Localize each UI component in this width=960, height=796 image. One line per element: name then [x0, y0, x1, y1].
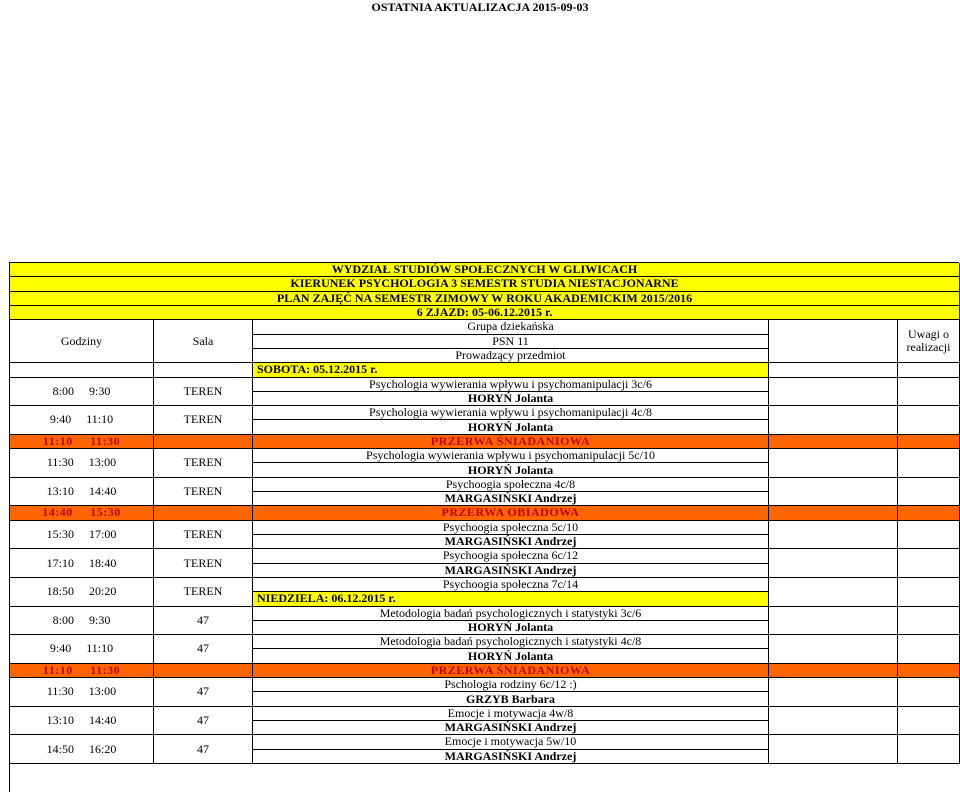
break-time: 11:10 11:30: [10, 664, 154, 678]
class-time: 9:40 11:10: [10, 406, 154, 435]
class-empty: [769, 635, 898, 664]
class-empty: [769, 378, 898, 407]
class-subject: Psychologia wywierania wpływu i psychomanipulacji 4c/8: [253, 406, 769, 420]
teacher-subject-label: Prowadzący przedmiot: [253, 349, 769, 363]
day-row-spacer: [154, 592, 253, 606]
class-time: 13:10 14:40: [10, 478, 154, 507]
group-name: PSN 11: [253, 335, 769, 349]
class-teacher: MARGASIŃSKI Andrzej: [253, 750, 769, 764]
day-row-spacer: [898, 592, 960, 606]
day-row-spacer: [154, 363, 253, 377]
class-room: TEREN: [154, 378, 253, 407]
class-notes: [898, 549, 960, 578]
class-subject: Psychoogia społeczna 6c/12: [253, 549, 769, 563]
class-subject: Psychoogia społeczna 4c/8: [253, 478, 769, 492]
class-empty: [769, 678, 898, 707]
day-row-spacer: [10, 592, 154, 606]
break-label: PRZERWA ŚNIADANIOWA: [253, 435, 769, 449]
class-notes: [898, 735, 960, 764]
class-room: TEREN: [154, 449, 253, 478]
class-subject: Pschologia rodziny 6c/12 :): [253, 678, 769, 692]
header-session: 6 ZJAZD: 05-06.12.2015 r.: [10, 306, 960, 320]
class-notes: [898, 635, 960, 664]
day-row-spacer: [898, 363, 960, 377]
column-header-room: Sala: [154, 320, 253, 363]
header-faculty: WYDZIAŁ STUDIÓW SPOŁECZNYCH W GLIWICACH: [10, 263, 960, 277]
class-subject: Metodologia badań psychologicznych i statystyki 4c/8: [253, 635, 769, 649]
class-time: 17:10 18:40: [10, 549, 154, 578]
saturday-label: SOBOTA: 05.12.2015 r.: [253, 363, 769, 377]
break-time: 11:10 11:30: [10, 435, 154, 449]
class-teacher: HORYŃ Jolanta: [253, 621, 769, 635]
class-teacher: MARGASIŃSKI Andrzej: [253, 721, 769, 735]
class-notes: [898, 707, 960, 736]
break-spacer: [769, 435, 898, 449]
class-subject: Psychoogia społeczna 5c/10: [253, 521, 769, 535]
class-notes: [898, 449, 960, 478]
schedule-table: [9, 262, 959, 792]
class-empty: [769, 478, 898, 507]
day-row-spacer: [769, 363, 898, 377]
break-spacer: [769, 664, 898, 678]
class-notes: [898, 678, 960, 707]
class-subject: Emocje i motywacja 4w/8: [253, 707, 769, 721]
class-time: 11:30 13:00: [10, 449, 154, 478]
break-notes: [898, 435, 960, 449]
class-time: 9:40 11:10: [10, 635, 154, 664]
class-time: 15:30 17:00: [10, 521, 154, 550]
class-empty: [769, 449, 898, 478]
break-label: PRZERWA ŚNIADANIOWA: [253, 664, 769, 678]
class-empty: [769, 707, 898, 736]
class-room: TEREN: [154, 521, 253, 550]
class-teacher: HORYŃ Jolanta: [253, 463, 769, 477]
class-notes: [898, 378, 960, 407]
break-room: [154, 435, 253, 449]
class-time: 14:50 16:20: [10, 735, 154, 764]
class-room: TEREN: [154, 578, 253, 607]
class-teacher: GRZYB Barbara: [253, 692, 769, 706]
class-notes: [898, 406, 960, 435]
break-notes: [898, 506, 960, 520]
class-teacher: HORYŃ Jolanta: [253, 649, 769, 663]
class-subject: Metodologia badań psychologicznych i statystyki 3c/6: [253, 607, 769, 621]
class-notes: [898, 521, 960, 550]
break-time: 14:40 15:30: [10, 506, 154, 520]
class-subject: Emocje i motywacja 5w/10: [253, 735, 769, 749]
break-spacer: [769, 506, 898, 520]
class-time: 8:00 9:30: [10, 378, 154, 407]
day-row-spacer: [10, 363, 154, 377]
column-header-hours: Godziny: [10, 320, 154, 363]
class-notes: [898, 607, 960, 636]
class-room: 47: [154, 678, 253, 707]
column-header-notes: Uwagi o realizacji: [898, 320, 960, 363]
class-empty: [769, 735, 898, 764]
class-room: TEREN: [154, 406, 253, 435]
class-time: 11:30 13:00: [10, 678, 154, 707]
class-room: 47: [154, 635, 253, 664]
sunday-label: NIEDZIELA: 06.12.2015 r.: [253, 592, 769, 606]
class-time: 13:10 14:40: [10, 707, 154, 736]
class-time: 8:00 9:30: [10, 607, 154, 636]
day-row-spacer: [769, 592, 898, 606]
break-label: PRZERWA OBIADOWA: [253, 506, 769, 520]
class-empty: [769, 549, 898, 578]
class-room: TEREN: [154, 478, 253, 507]
class-time: 18:50 20:20: [10, 578, 154, 607]
class-notes: [898, 478, 960, 507]
class-subject: Psychologia wywierania wpływu i psychomanipulacji 3c/6: [253, 378, 769, 392]
column-header-empty: [769, 320, 898, 363]
class-empty: [769, 521, 898, 550]
class-teacher: MARGASIŃSKI Andrzej: [253, 492, 769, 506]
class-room: 47: [154, 607, 253, 636]
header-plan: PLAN ZAJĘĆ NA SEMESTR ZIMOWY W ROKU AKADEMICKIM 2015/2016: [10, 292, 960, 306]
break-room: [154, 506, 253, 520]
break-notes: [898, 664, 960, 678]
class-room: TEREN: [154, 549, 253, 578]
page-title: OSTATNIA AKTUALIZACJA 2015-09-03: [371, 0, 589, 14]
class-room: 47: [154, 707, 253, 736]
break-room: [154, 664, 253, 678]
class-subject: Psychologia wywierania wpływu i psychomanipulacji 5c/10: [253, 449, 769, 463]
class-teacher: HORYŃ Jolanta: [253, 420, 769, 434]
class-teacher: MARGASIŃSKI Andrzej: [253, 564, 769, 578]
group-label: Grupa dziekańska: [253, 320, 769, 334]
class-room: 47: [154, 735, 253, 764]
class-teacher: HORYŃ Jolanta: [253, 392, 769, 406]
class-empty: [769, 607, 898, 636]
class-teacher: MARGASIŃSKI Andrzej: [253, 535, 769, 549]
class-empty: [769, 406, 898, 435]
class-subject: Psychoogia społeczna 7c/14: [253, 578, 769, 592]
header-program: KIERUNEK PSYCHOLOGIA 3 SEMESTR STUDIA NIESTACJONARNE: [10, 277, 960, 291]
